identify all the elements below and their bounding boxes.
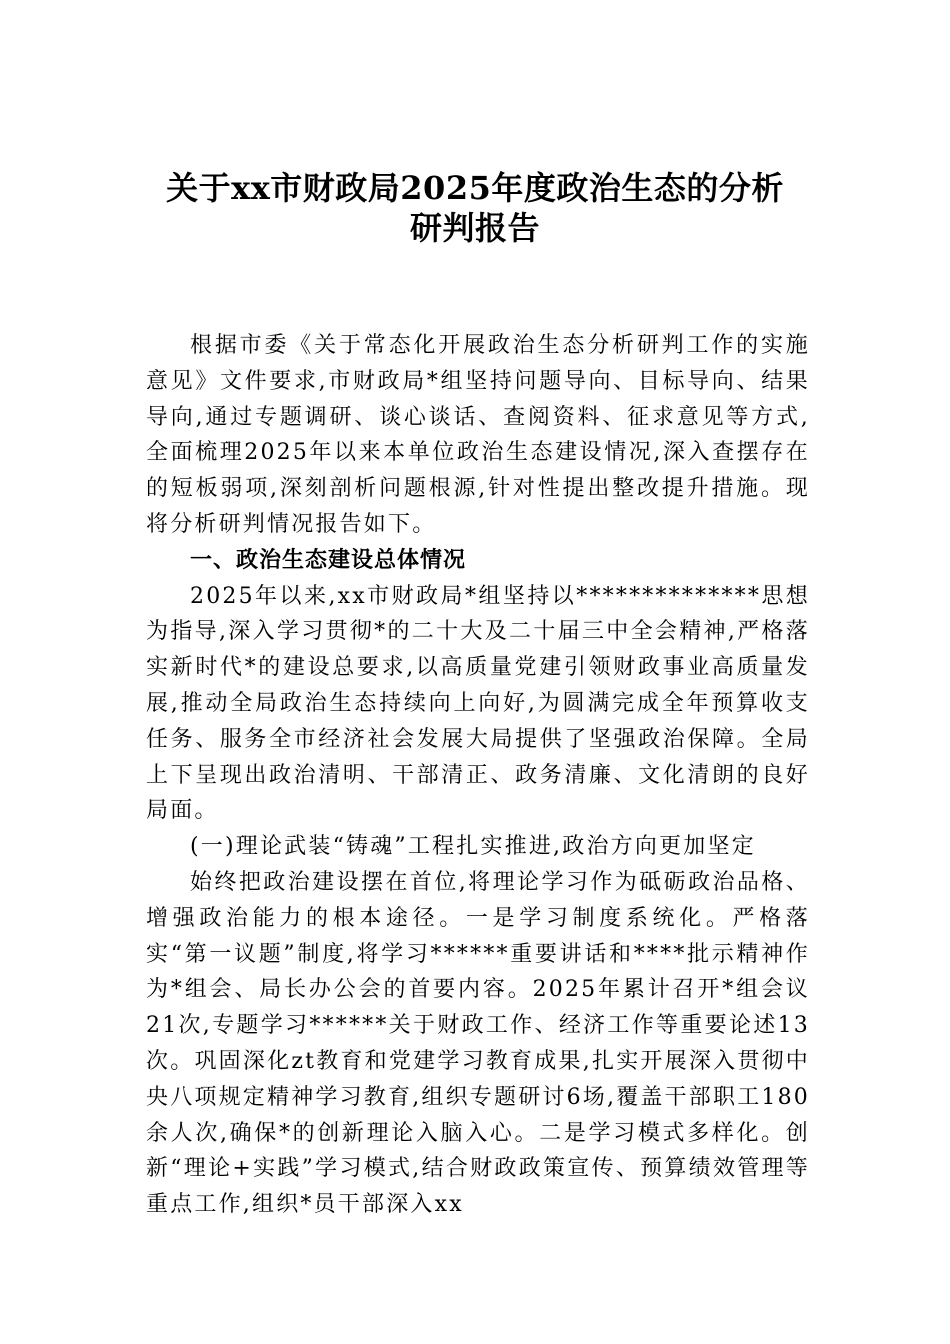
section-heading-overall: 一、政治生态建设总体情况: [190, 547, 467, 573]
intro-paragraph: 根据市委《关于常态化开展政治生态分析研判工作的实施意见》文件要求,市财政局*组坚持问题导向、目标导向、结果导向,通过专题调研、谈心谈话、查阅资料、征求意见等方式,全面梳理2025年以来本单位政治生态建设情况,深入查摆存在的短板弱项,深刻剖析问题根源,针对性提出整改提升措施。现将分析研判情况报告如下。: [146, 333, 810, 537]
document-title-line-1: 关于xx市财政局2025年度政治生态的分析: [166, 169, 784, 207]
document-body: [146, 328, 810, 1223]
section-overall-paragraph: 2025年以来,xx市财政局*组坚持以**************思想为指导,深入学习贯彻*的二十大及二十届三中全会精神,严格落实新时代*的建设总要求,以高质量党建引领财政事业高质量发展,推动全局政治生态持续向上向好,为圆满完成全年预算收支任务、服务全市经济社会发展大局提供了坚强政治保障。全局上下呈现出政治清明、干部清正、政务清廉、文化清朗的良好局面。: [146, 583, 810, 824]
subsection-theory-paragraph: 始终把政治建设摆在首位,将理论学习作为砥砺政治品格、增强政治能力的根本途径。一是学习制度系统化。严格落实“第一议题”制度,将学习******重要讲话和****批示精神作为*组会、局长办公会的首要内容。2025年累计召开*组会议21次,专题学习******关于财政工作、经济工作等重要论述13次。巩固深化zt教育和党建学习教育成果,扎实开展深入贯彻中央八项规定精神学习教育,组织专题研讨6场,覆盖干部职工180余人次,确保*的创新理论入脑入心。二是学习模式多样化。创新“理论+实践”学习模式,结合财政政策宣传、预算绩效管理等重点工作,组织*员干部深入xx: [146, 869, 810, 1218]
subsection-heading-theory: (一)理论武装“铸魂”工程扎实推进,政治方向更加坚定: [190, 834, 756, 860]
document-title-line-2: 研判报告: [409, 209, 540, 247]
